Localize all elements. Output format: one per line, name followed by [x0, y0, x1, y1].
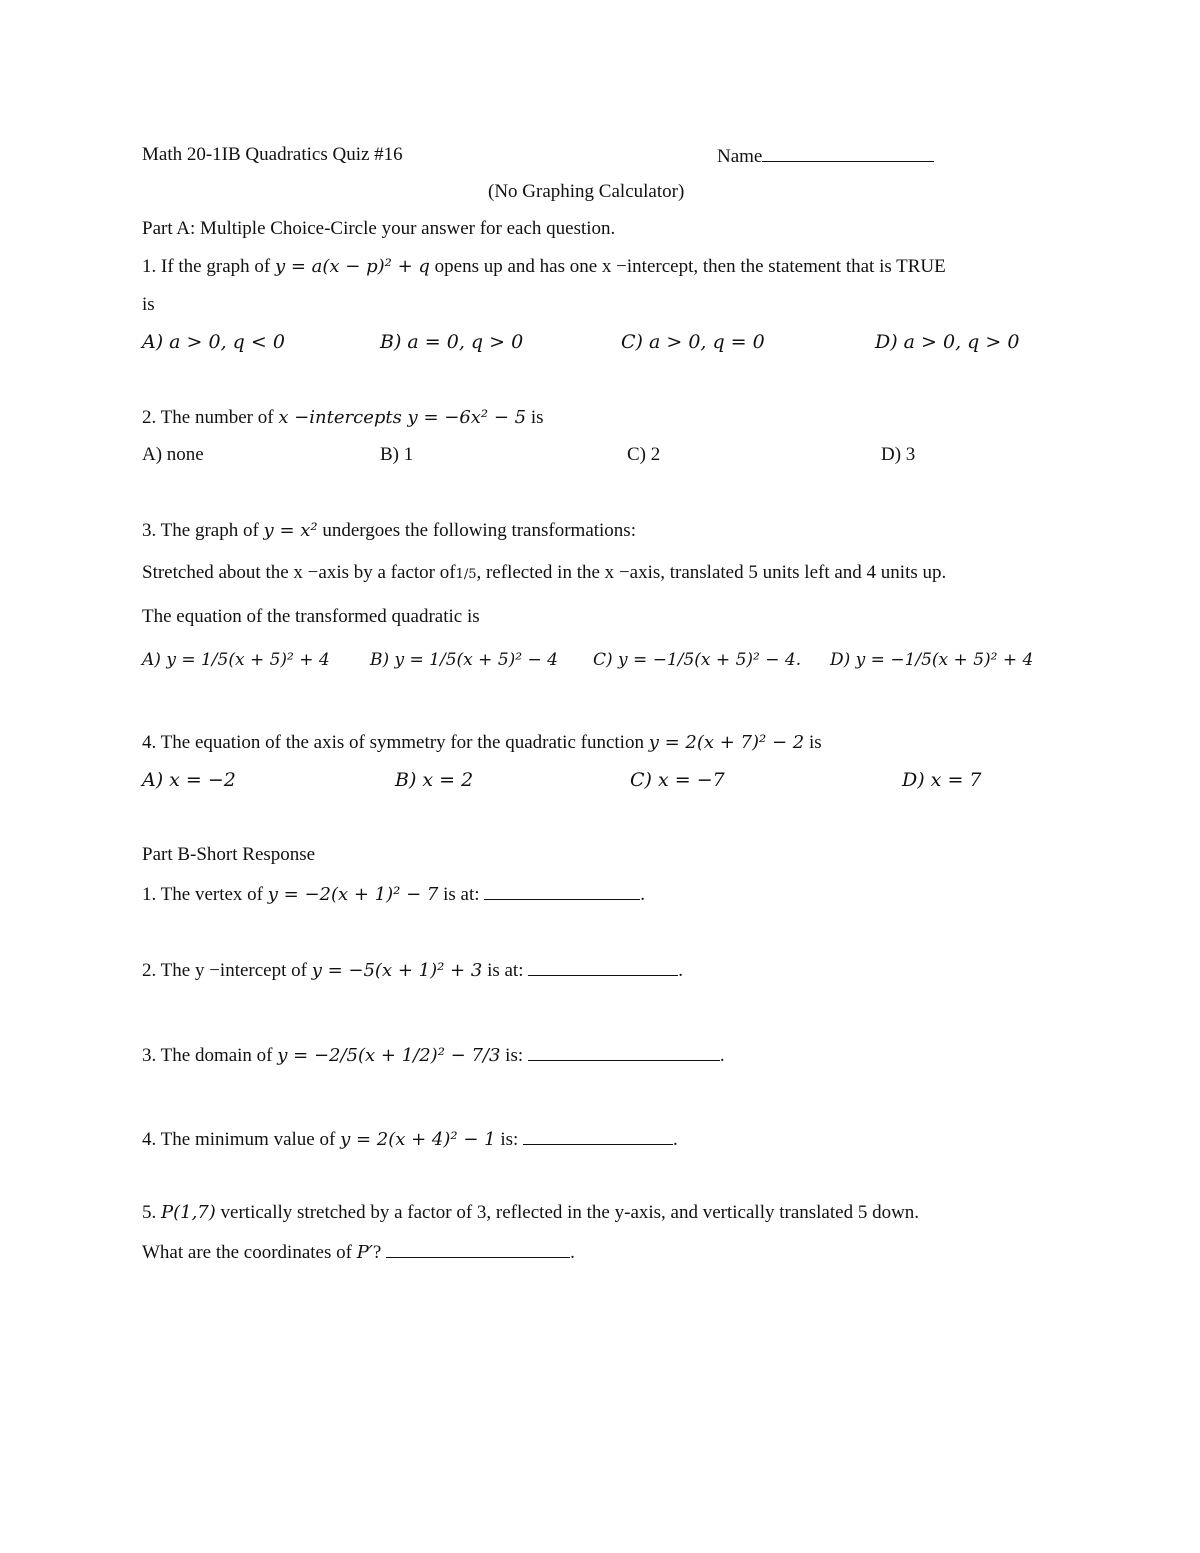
question-a4	[142, 731, 822, 755]
q-b5-line2-prefix: What are the coordinates of	[142, 1242, 352, 1263]
q-b3-answer-blank[interactable]	[528, 1042, 720, 1061]
question-b2: 2. The y −intercept of y = −5(x + 1)² + 3 is at: .	[142, 957, 683, 983]
q-a1-option-d[interactable]: D) a > 0, q > 0	[875, 331, 1020, 353]
question-b5-line2: What are the coordinates of P′? .	[142, 1239, 575, 1265]
name-label: Name	[717, 146, 763, 167]
q-a3-line2	[142, 561, 946, 587]
q-b4-answer-blank[interactable]	[523, 1126, 673, 1145]
q-a2-suffix: is	[530, 407, 544, 428]
q-a1-cont: is	[142, 294, 155, 315]
q-b1-prefix: 1. The vertex of	[142, 884, 263, 905]
question-b4: 4. The minimum value of y = 2(x + 4)² − 1 is: .	[142, 1126, 678, 1152]
q-a1-suffix: opens up and has one x −intercept, then the statement that is TRUE	[434, 256, 946, 277]
q-a1-prefix: 1. If the graph of	[142, 256, 271, 277]
q-b2-suffix: is at:	[487, 960, 524, 981]
q-b4-suffix: is:	[500, 1129, 519, 1150]
q-b4-prefix: 4. The minimum value of	[142, 1129, 336, 1150]
q-b2-answer-blank[interactable]	[528, 957, 678, 976]
q-b1-answer-blank[interactable]	[484, 881, 640, 900]
q-a3-line2-prefix: Stretched about the x −axis by a factor of	[142, 562, 456, 583]
q-a3-suffix: undergoes the following transformations:	[322, 520, 636, 541]
question-b1: 1. The vertex of y = −2(x + 1)² − 7 is at: .	[142, 881, 645, 907]
q-a2-prefix: 2. The number of	[142, 407, 274, 428]
q-b3-equation: y = −2/5(x + 1/2)² − 7/3	[277, 1045, 501, 1066]
q-a4-option-d[interactable]: D) x = 7	[902, 769, 982, 791]
q-b1-suffix: is at:	[443, 884, 480, 905]
q-a3-option-d[interactable]: D) y = −1/5(x + 5)² + 4	[830, 650, 1034, 670]
q-a3-equation: y = x²	[263, 520, 318, 541]
q-a4-option-a[interactable]: A) x = −2	[142, 769, 236, 791]
q-a4-option-c[interactable]: C) x = −7	[630, 769, 725, 791]
q-b5-answer-blank[interactable]	[386, 1239, 570, 1258]
question-a3	[142, 519, 636, 543]
q-b5-line2-suffix: ?	[372, 1242, 382, 1263]
q-a2-option-d[interactable]: D) 3	[881, 444, 916, 465]
part-a-heading: Part A: Multiple Choice-Circle your answer for each question.	[142, 218, 616, 239]
q-a2-option-a[interactable]: A) none	[142, 444, 204, 465]
q-b4-equation: y = 2(x + 4)² − 1	[340, 1129, 496, 1150]
q-a4-option-b[interactable]: B) x = 2	[395, 769, 474, 791]
q-a1-option-a[interactable]: A) a > 0, q < 0	[142, 331, 285, 353]
q-a2-option-b[interactable]: B) 1	[380, 444, 414, 465]
q-a4-equation: y = 2(x + 7)² − 2	[648, 732, 805, 753]
question-b3: 3. The domain of y = −2/5(x + 1/2)² − 7/3 is: .	[142, 1042, 725, 1068]
quiz-title: Math 20-1IB Quadratics Quiz #16	[142, 144, 403, 165]
q-a1-equation: y = a(x − p)² + q	[274, 256, 430, 277]
q-a4-prefix: 4. The equation of the axis of symmetry for the quadratic function	[142, 732, 644, 753]
q-b1-equation: y = −2(x + 1)² − 7	[267, 884, 439, 905]
q-a1-option-b[interactable]: B) a = 0, q > 0	[380, 331, 524, 353]
q-a3-line2-suffix: , reflected in the x −axis, translated 5 units left and 4 units up.	[476, 562, 947, 583]
q-a2-equation: x −intercepts y = −6x² − 5	[278, 407, 527, 428]
part-b-heading: Part B-Short Response	[142, 844, 316, 865]
q-a3-line3: The equation of the transformed quadratic is	[142, 606, 480, 627]
q-a3-option-a[interactable]: A) y = 1/5(x + 5)² + 4	[142, 650, 330, 670]
q-b3-prefix: 3. The domain of	[142, 1045, 273, 1066]
q-a3-option-c[interactable]: C) y = −1/5(x + 5)² − 4.	[593, 650, 802, 670]
q-a2-option-c[interactable]: C) 2	[627, 444, 661, 465]
q-a3-prefix: 3. The graph of	[142, 520, 259, 541]
q-b2-prefix: 2. The y −intercept of	[142, 960, 307, 981]
q-b3-suffix: is:	[505, 1045, 524, 1066]
q-a3-option-b[interactable]: B) y = 1/5(x + 5)² − 4	[370, 650, 558, 670]
question-b5: 5. P(1,7) vertically stretched by a factor of 3, reflected in the y-axis, and vertically translated 5 down.	[142, 1202, 920, 1223]
q-b5-point: P(1,7)	[161, 1202, 216, 1223]
q-b5-text: vertically stretched by a factor of 3, reflected in the y-axis, and vertically translated 5 down.	[220, 1202, 920, 1223]
name-field[interactable]	[717, 143, 934, 169]
name-blank[interactable]	[762, 143, 934, 162]
q-b5-point-prime: P′	[356, 1242, 373, 1263]
q-b2-equation: y = −5(x + 1)² + 3	[311, 960, 483, 981]
q-a3-fraction: 1/5	[455, 567, 477, 582]
q-a1-option-c[interactable]: C) a > 0, q = 0	[621, 331, 765, 353]
q-a4-suffix: is	[808, 732, 822, 753]
question-a2	[142, 406, 544, 430]
subtitle: (No Graphing Calculator)	[488, 181, 685, 202]
question-a1	[142, 255, 946, 279]
